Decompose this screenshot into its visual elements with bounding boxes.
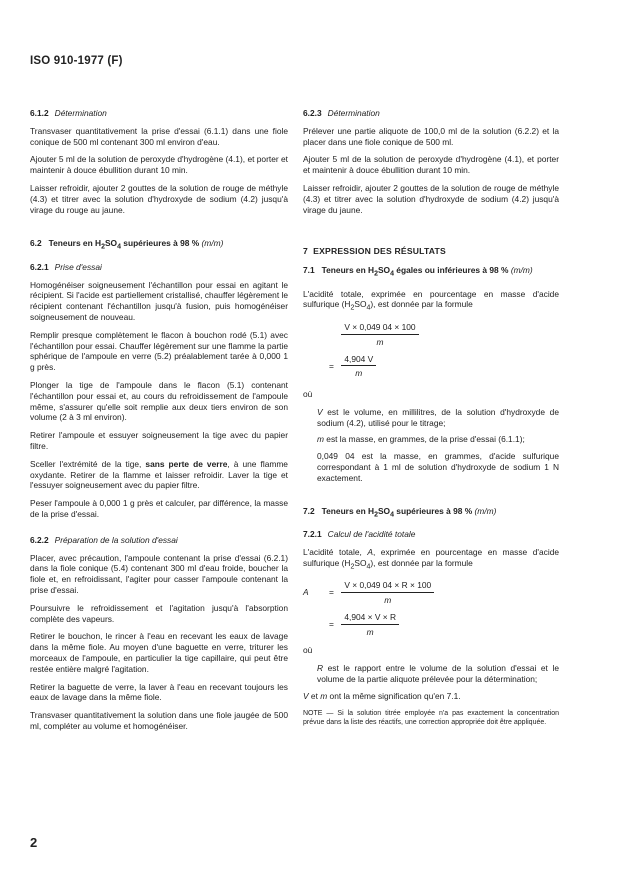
section-7-2-1-heading — [303, 529, 559, 540]
fraction — [341, 354, 376, 380]
subscript: 2 — [101, 244, 105, 252]
paragraph: Ajouter 5 ml de la solution de peroxyde d'hydrogène (4.1), et porter et maintenir à douce ébullition durant 10 min. — [30, 154, 288, 176]
right-column — [303, 108, 559, 734]
unit-label: (m/m) — [474, 505, 497, 516]
text: L'acidité totale, exprimée en pourcentage en masse d'acide sulfurique (H — [303, 288, 559, 310]
paragraph: Laisser refroidir, ajouter 2 gouttes de la solution de rouge de méthyle (4.3) et titrer avec la solution d'hydroxyde de sodium (4.2) jusqu'à virage du jaune. — [303, 182, 559, 215]
paragraph: Remplir presque complètement le flacon à bouchon rodé (5.1) avec l'échantillon pour essai. Chauffer légèrement sur une flamme la partie sphérique de l'ampoule en verre (5.2) préalablement tarée à 0,000 1 g près. — [30, 329, 288, 373]
where-label: où — [303, 645, 313, 656]
equals-sign: = — [329, 360, 334, 371]
definition — [303, 691, 559, 702]
definition: 0,049 04 est la masse, en grammes, d'acide sulfurique correspondant à 1 ml de solution d'hydroxyde de sodium 1 N exactement. — [317, 451, 559, 483]
section-6-2-2-heading — [30, 535, 288, 546]
paragraph — [303, 289, 559, 315]
text: , exprimée en pourcentage en masse d'acide sulfurique (H — [303, 546, 560, 568]
section-title: EXPRESSION DES RÉSULTATS — [313, 246, 446, 257]
section-number: 6.1.2 — [30, 108, 49, 118]
formula-line-2 — [303, 354, 559, 380]
unit-label: (m/m) — [510, 265, 533, 276]
paragraph: Placer, avec précaution, l'ampoule contenant la prise d'essai (6.2.1) dans la fiole conique (5.4) contenant 300 ml d'eau froide, boucher la fiole et, en refroidissant, l'agiter pour casser l'ampoule contenant la prise d'essai. — [30, 552, 288, 595]
section-number: 7.1 — [303, 265, 315, 276]
definition — [317, 663, 559, 685]
heading-text: SO — [377, 265, 391, 276]
text: ), est donnée par la formule — [370, 557, 473, 568]
text: et — [308, 690, 321, 701]
text: , à une flamme oxydante. Retirer de la flamme et laisser refroidir. Laver la tige et l'essuyer soigneusement avec du papier filtre. — [30, 458, 288, 491]
heading-text: égales ou inférieures à 98 % — [393, 265, 509, 276]
where-label: où — [303, 389, 313, 400]
text: est le rapport entre le volume de la solution d'essai et le volume de la partie aliquote prélevée pour la détermination; — [317, 663, 559, 684]
heading-text: Teneurs en H — [321, 505, 375, 516]
paragraph: Peser l'ampoule à 0,000 1 g près et calculer, par différence, la masse de la prise d'essai. — [30, 498, 288, 519]
formula-line-1 — [303, 322, 559, 348]
text: est le volume, en millilitres, de la solution d'hydroxyde de sodium (4.2), utilisé pour le titrage; — [317, 406, 559, 428]
subscript: 2 — [374, 270, 378, 278]
heading-text: SO — [377, 505, 391, 516]
subscript: 4 — [390, 270, 394, 278]
denominator: m — [376, 336, 384, 347]
paragraph — [303, 547, 559, 573]
paragraph: Homogénéiser soigneusement l'échantillon pour essai en agitant le récipient. Si l'acide est partiellement cristallisé, chauffer légèrement le récipient contenant l'échantillon jusqu'à fusion, puis homogénéiser soigneusement de nouveau. — [30, 279, 288, 323]
text: L'acidité totale, — [303, 546, 368, 557]
note: NOTE — Si la solution titrée employée n'a pas exactement la concentration prévue dans la liste des réactifs, une correction appropriée doit être appliquée. — [303, 709, 559, 726]
definition — [317, 434, 559, 445]
section-title: Calcul de l'acidité totale — [327, 529, 416, 540]
numerator: 4,904 × V × R — [341, 612, 399, 625]
paragraph: Transvaser quantitativement la solution dans une fiole jaugée de 500 ml, compléter au volume et homogénéiser. — [30, 710, 288, 731]
unit-label: (m/m) — [201, 238, 224, 249]
text: SO — [354, 299, 367, 310]
formula-line-2 — [303, 612, 559, 638]
paragraph: Retirer l'ampoule et essuyer soigneusement la tige avec du papier filtre. — [30, 430, 288, 451]
section-6-2-heading — [30, 238, 288, 253]
section-7-1-heading — [303, 265, 559, 280]
section-6-1-2-heading — [30, 108, 288, 119]
emphasis-text: sans perte de verre — [145, 458, 228, 469]
section-number: 6.2.3 — [303, 108, 322, 118]
denominator: m — [355, 368, 363, 379]
section-title: Détermination — [327, 108, 380, 118]
symbol: A — [367, 546, 373, 557]
section-number: 6.2 — [30, 238, 42, 249]
subscript: 2 — [350, 563, 355, 571]
subscript: 4 — [366, 563, 371, 571]
equals-sign: = — [329, 618, 334, 629]
formula-lhs: A — [303, 587, 309, 598]
section-7-2-heading — [303, 506, 559, 521]
fraction — [341, 612, 399, 638]
symbol: V — [317, 406, 323, 417]
equals-sign: = — [329, 587, 334, 598]
heading-text: Teneurs en H — [48, 238, 102, 249]
formula-line-1 — [303, 580, 559, 606]
heading-text: SO — [104, 238, 118, 249]
numerator: V × 0,049 04 × R × 100 — [341, 580, 434, 593]
paragraph: Plonger la tige de l'ampoule dans le flacon (5.1) contenant l'échantillon pour essai et, au cours du refroidissement de l'ampoule même, s'assurer qu'elle soit remplie aux deux tiers environ de son volume (2 à 3 ml environ). — [30, 380, 288, 423]
paragraph: Laisser refroidir, ajouter 2 gouttes de la solution de rouge de méthyle (4.3) et titrer avec la solution d'hydroxyde de sodium (4.2) jusqu'à virage du rouge au jaune. — [30, 182, 288, 215]
symbol: m — [320, 690, 328, 701]
denominator: m — [366, 626, 374, 637]
page-number: 2 — [30, 835, 38, 850]
subscript: 4 — [366, 305, 371, 313]
section-title: Préparation de la solution d'essai — [54, 534, 178, 545]
text: SO — [354, 557, 367, 568]
numerator: V × 0,049 04 × 100 — [341, 322, 418, 335]
section-6-2-3-heading — [303, 108, 559, 119]
fraction — [341, 322, 418, 348]
document-id: ISO 910-1977 (F) — [30, 55, 123, 67]
numerator: 4,904 V — [341, 354, 376, 367]
paragraph: Prélever une partie aliquote de 100,0 ml de la solution (6.2.2) et la placer dans une fiole conique de 500 ml. — [303, 125, 559, 147]
paragraph: Retirer le bouchon, le rincer à l'eau en recevant les eaux de lavage dans la même fiole. Au moyen d'une baguette en verre, triturer les morceaux de l'ampoule, en particulier la tige capillaire, qui peut être restée entière malgré l'agitation. — [30, 631, 288, 674]
definition — [317, 407, 559, 429]
section-number: 6.2.1 — [30, 261, 49, 272]
symbol: R — [317, 663, 324, 674]
paragraph: Retirer la baguette de verre, la laver à l'eau en recevant toujours les eaux de lavage dans la même fiole. — [30, 681, 288, 703]
paragraph: Poursuivre le refroidissement et l'agitation jusqu'à l'absorption complète des vapeurs. — [30, 602, 288, 624]
symbol: V — [303, 690, 309, 701]
left-column — [30, 108, 288, 739]
section-number: 6.2.2 — [30, 534, 49, 545]
fraction — [341, 580, 434, 606]
paragraph: Transvaser quantitativement la prise d'essai (6.1.1) dans une fiole conique de 500 ml contenant 300 ml environ d'eau. — [30, 125, 288, 147]
heading-text: supérieures à 98 % — [120, 238, 200, 249]
paragraph: Ajouter 5 ml de la solution de peroxyde d'hydrogène (4.1), et porter et maintenir à douce ébullition durant 10 min. — [303, 154, 559, 176]
section-number: 7 — [303, 246, 308, 257]
section-number: 7.2.1 — [303, 529, 322, 540]
section-7-heading — [303, 246, 559, 257]
denominator: m — [384, 595, 392, 605]
text: ), est donnée par la formule — [370, 299, 473, 310]
subscript: 2 — [374, 511, 378, 519]
text: Sceller l'extrémité de la tige, — [30, 458, 146, 469]
section-number: 7.2 — [303, 505, 315, 516]
section-title: Détermination — [54, 108, 107, 118]
section-6-2-1-heading — [30, 262, 288, 273]
subscript: 4 — [117, 244, 121, 252]
subscript: 4 — [390, 511, 394, 519]
text: est la masse, en grammes, de la prise d'essai (6.1.1); — [323, 434, 525, 445]
subscript: 2 — [350, 305, 355, 313]
symbol: m — [317, 434, 324, 445]
heading-text: supérieures à 98 % — [393, 505, 473, 516]
paragraph — [30, 459, 288, 491]
text: ont la même signification qu'en 7.1. — [327, 690, 461, 701]
heading-text: Teneurs en H — [321, 265, 375, 276]
section-title: Prise d'essai — [54, 261, 102, 272]
